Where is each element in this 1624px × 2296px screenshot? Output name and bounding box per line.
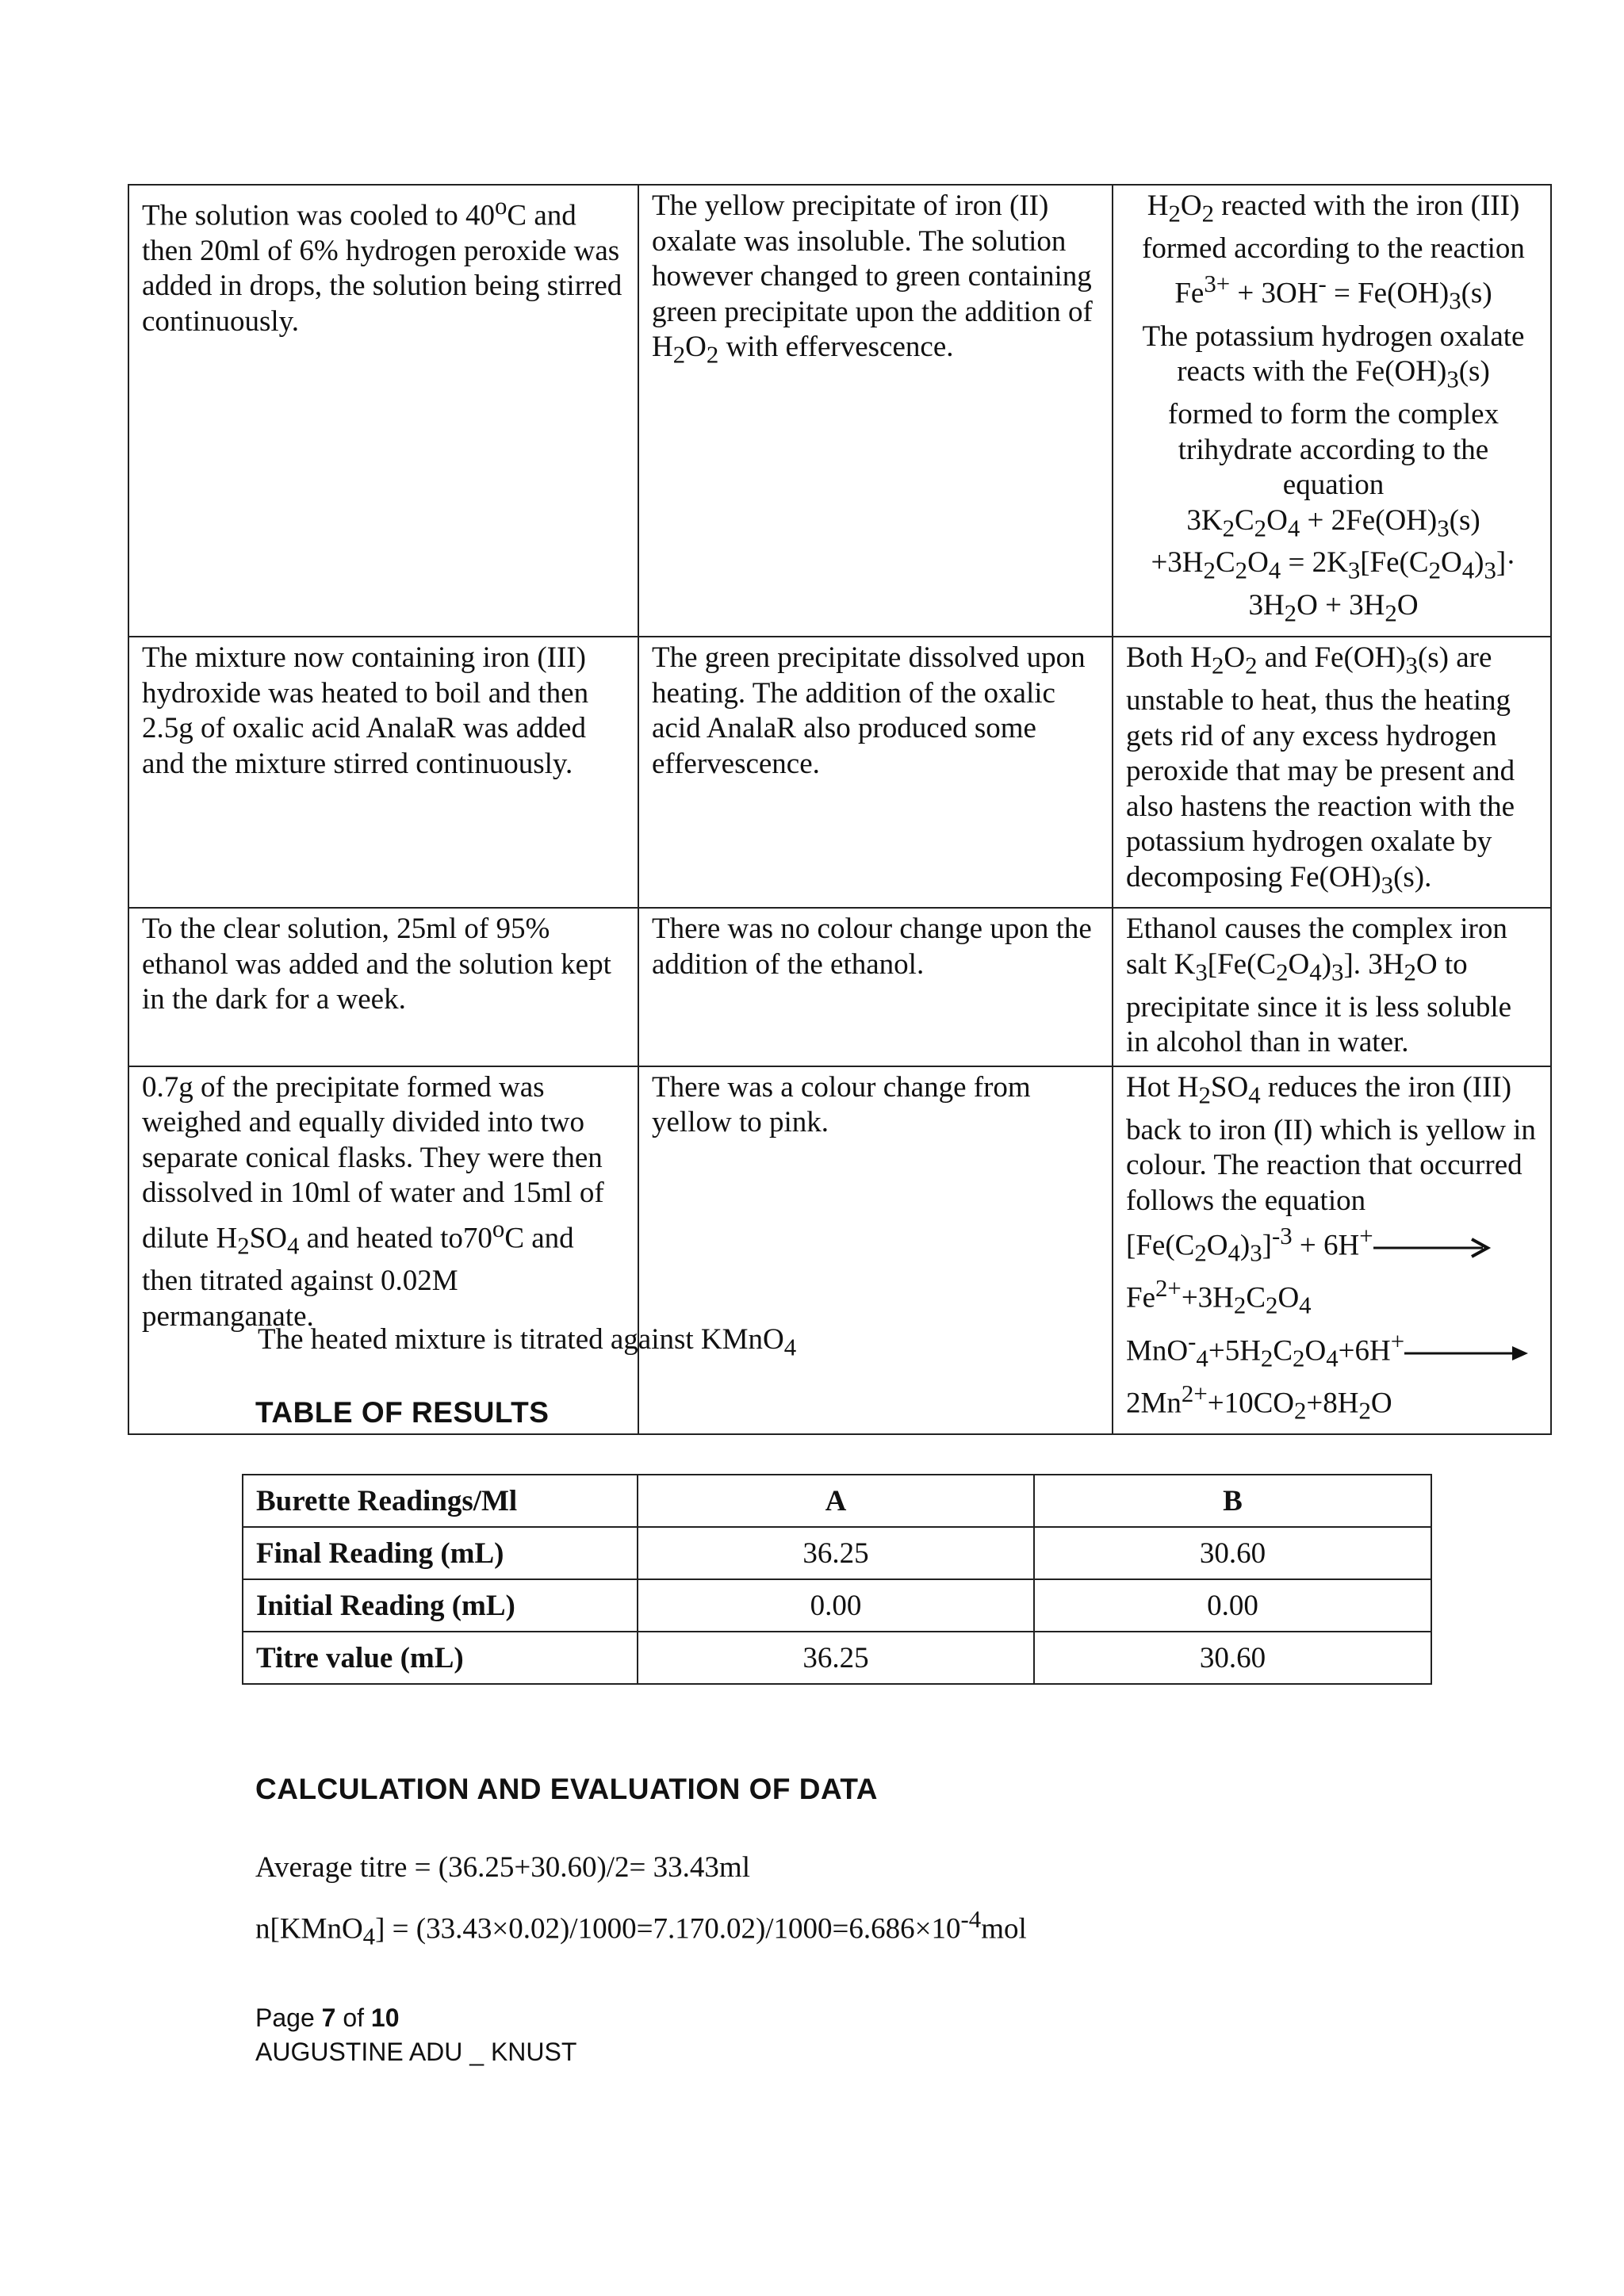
equation-1b: $Fe^{2+}+3H_2C_2O_4$ [1126, 1275, 1312, 1320]
table-row [243, 1579, 1431, 1632]
column-header: Burette Readings/Ml [243, 1475, 638, 1527]
column-header: A [638, 1475, 1034, 1527]
observation: There was no colour change upon the addition of the ethanol. [638, 908, 1113, 1066]
calculation-heading: CALCULATION AND EVALUATION OF DATA [255, 1773, 879, 1805]
table-cell: 30.60 [1034, 1632, 1431, 1684]
moles-kmno4-line: n[KMnO$_4$] = $(33.43\times 0.02)/1000=7.170.02)/1000=6.686\times 10^{-4}mol$ [255, 1906, 1027, 1950]
page-number: Page 7 of 10 [255, 2003, 400, 2032]
results-heading: TABLE OF RESULTS [255, 1396, 550, 1429]
table-row [128, 185, 1551, 637]
table-header-row [243, 1475, 1431, 1527]
average-titre-line: Average titre = (36.25+30.60)/2= 33.43ml [255, 1851, 750, 1884]
inference: Ethanol causes the complex iron salt $K_3[Fe(C_2O_4)_3]$. $3H_2O$ to precipitate since it is less soluble in alcohol than in water. [1113, 908, 1551, 1066]
table-row [128, 908, 1551, 1066]
observation: The yellow precipitate of iron (II) oxalate was insoluble. The solution however changed to green containing green precipitate upon the addition of $H_2O_2$ with effervescence. [638, 185, 1113, 637]
equation-2b: $2Mn^{2+}+10CO_2+8H_2O$ [1126, 1380, 1392, 1425]
page-footer [255, 2001, 576, 2069]
procedure-table [128, 184, 1552, 1435]
reaction-arrow-icon [1373, 1236, 1492, 1260]
row-label: Initial Reading (mL) [243, 1579, 638, 1632]
observation: There was a colour change from yellow to pink. [638, 1066, 1113, 1434]
table-cell: 30.60 [1034, 1527, 1431, 1579]
table-cell: 36.25 [638, 1632, 1034, 1684]
table-cell: 36.25 [638, 1527, 1034, 1579]
table-row [243, 1632, 1431, 1684]
table-row [243, 1527, 1431, 1579]
procedure-step: The solution was cooled to 40$^o$C and then 20ml of 6% hydrogen peroxide was added in drops, the solution being stirred continuously. [128, 185, 638, 637]
procedure-step: 0.7g of the precipitate formed was weighed and equally divided into two separate conical flasks. They were then dissolved in 10ml of water and 15ml of dilute $H_2SO_4$ and heated to70$^o$C and then titrated against 0.02M permanganate. [128, 1066, 638, 1434]
inference: Hot $H_2SO_4$ reduces the iron (III) back to iron (II) which is yellow in colour. The reaction that occurred follows the equation $[Fe(C_2O_4)_3]^{-3} + 6H^+$ $Fe^{2+}+3H_2C_2O_4$ $MnO^-_4+5H_2C_2O_4+6H^+$ $2Mn^{2+}+10CO_2+8H_2O$ [1113, 1066, 1551, 1434]
row-label: Final Reading (mL) [243, 1527, 638, 1579]
inference: $H_2O_2$ reacted with the iron (III) formed according to the reaction $Fe^{3+} + 3OH^- = Fe(OH)_3(s)$ The potassium hydrogen oxalate reacts with the $Fe(OH)_3(s)$ formed to form the complex trihydrate according to the equation $3K_2C_2O_4 + 2Fe(OH)_3(s)$ $+3H_2C_2O_4 = 2K_3[Fe(C_2O_4)_3]\cdot$ $3H_2O + 3H_2O$ [1113, 185, 1551, 637]
observation: The green precipitate dissolved upon heating. The addition of the oxalic acid AnalaR also produced some effervescence. [638, 637, 1113, 908]
results-table [242, 1474, 1432, 1685]
procedure-step: The mixture now containing iron (III) hydroxide was heated to boil and then 2.5g of oxalic acid AnalaR was added and the mixture stirred continuously. [128, 637, 638, 908]
inference: Both $H_2O_2$ and $Fe(OH)_3(s)$ are unstable to heat, thus the heating gets rid of any excess hydrogen peroxide that may be present and also hastens the reaction with the potassium hydrogen oxalate by decomposing $Fe(OH)_3(s)$. [1113, 637, 1551, 908]
row-label: Titre value (mL) [243, 1632, 638, 1684]
table-cell: 0.00 [1034, 1579, 1431, 1632]
table-row [128, 637, 1551, 908]
table-row [128, 1066, 1551, 1434]
column-header: B [1034, 1475, 1431, 1527]
equation-2a: $MnO^-_4+5H_2C_2O_4+6H^+$ [1126, 1324, 1541, 1376]
author-line: AUGUSTINE ADU _ KNUST [255, 2038, 577, 2066]
procedure-step: To the clear solution, 25ml of 95% ethanol was added and the solution kept in the dark for a week. [128, 908, 638, 1066]
reaction-arrow-icon [1404, 1341, 1531, 1365]
equation-1a: $[Fe(C_2O_4)_3]^{-3} + 6H^+$ [1126, 1219, 1541, 1271]
table-cell: 0.00 [638, 1579, 1034, 1632]
titration-note: The heated mixture is titrated against KMnO$_4$ [258, 1323, 797, 1361]
